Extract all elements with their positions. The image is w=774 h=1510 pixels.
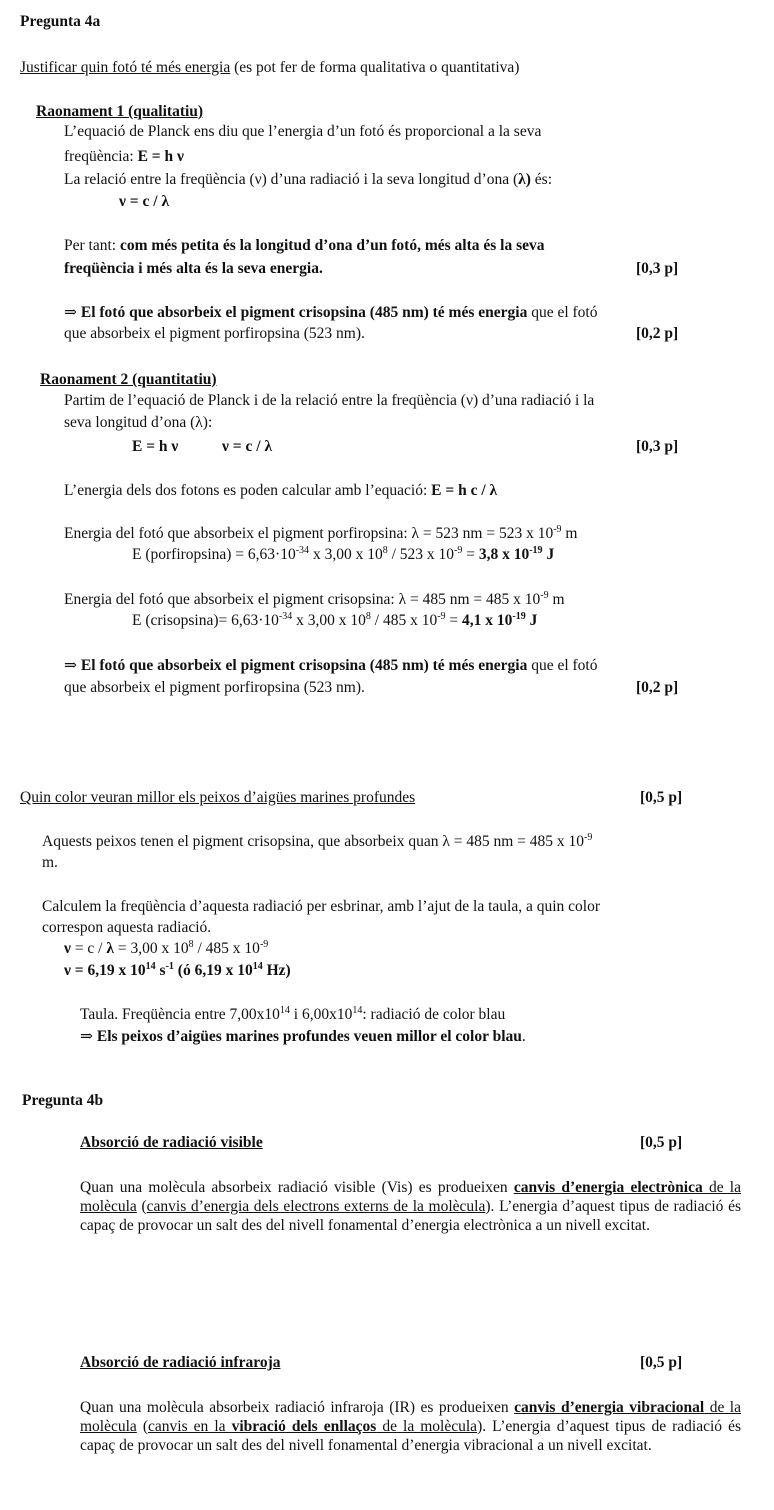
- e2b-2: x 3,00 x 10: [292, 612, 366, 629]
- e1b-2: x 3,00 x 10: [309, 546, 383, 563]
- e2b-4: =: [445, 612, 463, 629]
- f1b: = c /: [70, 940, 107, 957]
- arrow-icon: ⇒: [64, 304, 81, 321]
- t1-exp1: 14: [279, 1005, 290, 1016]
- f2-exp1: 14: [145, 961, 156, 972]
- e1b-exp2: 8: [382, 545, 388, 556]
- e1b-unit: J: [542, 546, 555, 563]
- f2d: Hz): [262, 962, 291, 979]
- ir-s7: de la molècula: [376, 1418, 478, 1435]
- r2-line3-text: L’energia dels dos fotons es poden calcular amb l’equació:: [64, 482, 432, 499]
- energy-eq: E = h c / λ: [431, 482, 498, 499]
- vis-s5: canvis d’energia dels electrons externs de la molècula: [146, 1198, 486, 1215]
- e1b-exp3: -9: [454, 545, 463, 556]
- r2-line1: Partim de l’equació de Planck i de la relació entre la freqüència (ν) d’una radiació i la: [64, 392, 595, 409]
- color-p1-exp: -9: [584, 832, 593, 843]
- r1-freq-eq: ν = c / λ: [119, 193, 170, 210]
- vis-s3: de la molècula: [80, 1179, 741, 1215]
- freq-calc-line1: [64, 940, 268, 958]
- r1-line1: L’equació de Planck ens diu que l’energia d’un fotó és proporcional a la seva: [64, 123, 542, 140]
- color-p1-line1: [42, 833, 592, 851]
- r2-eq2: ν = c / λ: [222, 438, 273, 455]
- r2-points-2: [0,2 p]: [636, 679, 679, 696]
- color-conclusion-bold: Els peixos d’aigües marines profundes veuen millor el color blau: [96, 1028, 522, 1045]
- lambda-symbol: λ: [106, 940, 114, 957]
- prompt-link: Justificar quin fotó té més energia: [20, 59, 231, 76]
- r2-points-1: [0,3 p]: [636, 438, 679, 455]
- ir-s4: (: [136, 1418, 149, 1435]
- ir-s8: ). L’energia d’aquest tipus de radiació és capaç de provocar un salt des del nivell fonamental d’energia vibracional a un nivell excitat.: [80, 1418, 742, 1454]
- f1e: / 485 x 10: [193, 940, 260, 957]
- heading-pregunta-4a: Pregunta 4a: [20, 13, 101, 30]
- f2-exp2: -1: [165, 961, 174, 972]
- t1a: Taula. Freqüència entre 7,00x10: [80, 1006, 280, 1023]
- heading-pregunta-4b: Pregunta 4b: [22, 1092, 104, 1109]
- vis-title: Absorció de radiació visible: [80, 1134, 263, 1151]
- ir-s2: canvis d’energia vibracional: [514, 1399, 705, 1416]
- e2a: Energia del fotó que absorbeix el pigment crisopsina: λ = 485 nm = 485 x 10: [64, 591, 541, 608]
- e2b-exp1: -34: [278, 611, 293, 622]
- ir-points: [0,5 p]: [640, 1354, 683, 1371]
- r1-conclusion-line1: [64, 304, 598, 322]
- r1-line5: [64, 237, 545, 255]
- color-p1-text: Aquests peixos tenen el pigment crisopsina, que absorbeix quan λ = 485 nm = 485 x 10: [42, 833, 585, 850]
- vis-s2: canvis d’energia electrònica: [513, 1179, 703, 1196]
- vis-s1: Quan una molècula absorbeix radiació visible (Vis) es produeixen: [80, 1179, 514, 1196]
- e2a-exp: -9: [540, 590, 549, 601]
- prompt-line: [20, 59, 519, 77]
- ir-s5: canvis en la: [148, 1418, 232, 1435]
- e1a-exp: -9: [553, 524, 562, 535]
- r1-conclusion-line2: que absorbeix el pigment porfiropsina (523 nm).: [64, 325, 365, 342]
- ir-s1: Quan una molècula absorbeix radiació infraroja (IR) es produeixen: [80, 1399, 515, 1416]
- f2-exp3: 14: [252, 961, 263, 972]
- color-question-points: [0,5 p]: [640, 789, 683, 806]
- r1-line5-text: Per tant:: [64, 237, 120, 254]
- r2-conclusion-line2: que absorbeix el pigment porfiropsina (523 nm).: [64, 679, 365, 696]
- t1-exp2: 14: [352, 1005, 363, 1016]
- e2b-1: E (crisopsina)= 6,63·10: [132, 612, 279, 629]
- r2-energy2-line2: [132, 612, 537, 630]
- vis-s4: (: [136, 1198, 147, 1215]
- r1-points-2: [0,2 p]: [636, 325, 679, 342]
- table-line: [80, 1006, 505, 1024]
- r2-conclusion-end: que el fotó: [527, 657, 598, 674]
- f2a: ν = 6,19 x 10: [64, 962, 146, 979]
- f2b: s: [155, 962, 166, 979]
- f1d: = 3,00 x 10: [114, 940, 189, 957]
- f1-exp2: -9: [259, 939, 269, 950]
- e2b-result-exp: -19: [512, 611, 526, 622]
- f2c: (ó 6,19 x 10: [173, 962, 253, 979]
- r2-line2: seva longitud d’ona (λ):: [64, 414, 213, 431]
- r2-energy1-line2: [132, 546, 554, 564]
- e1b-result: 3,8 x 10: [478, 546, 530, 563]
- e2b-unit: J: [525, 612, 538, 629]
- r1-line2: [64, 148, 184, 166]
- r2-energy1-line1: [64, 525, 577, 543]
- r1-title: Raonament 1 (qualitatiu): [36, 103, 204, 120]
- r1-conclusion-bold: El fotó que absorbeix el pigment crisopsina (485 nm) té més energia: [80, 304, 528, 321]
- r1-conclusion-end: que el fotó: [527, 304, 598, 321]
- r1-line3-end: és:: [530, 171, 553, 188]
- color-question-title: Quin color veuran millor els peixos d’aigües marines profundes: [20, 789, 416, 806]
- r1-points-1: [0,3 p]: [636, 260, 679, 277]
- e2b-result: 4,1 x 10: [462, 612, 513, 629]
- f1-exp1: 8: [188, 939, 194, 950]
- e1a-end: m: [561, 525, 578, 542]
- lambda-bold: λ): [518, 171, 531, 188]
- t1c: : radiació de color blau: [362, 1006, 506, 1023]
- prompt-rest: (es pot fer de forma qualitativa o quantitativa): [230, 59, 520, 76]
- nu-symbol: ν: [64, 940, 71, 957]
- r2-title: Raonament 2 (quantitatiu): [40, 371, 217, 388]
- planck-eq: E = h ν: [137, 148, 184, 165]
- vis-paragraph: [80, 1178, 741, 1235]
- vis-s6: ). L’energia d’aquest tipus de radiació és capaç de provocar un salt des del nivell fonamental d’energia electrònica a un nivell excitat.: [80, 1198, 741, 1234]
- freq-calc-line2: [64, 962, 291, 980]
- e1b-result-exp: -19: [529, 545, 543, 556]
- ir-paragraph: [80, 1398, 741, 1455]
- r1-line3-text: La relació entre la freqüència (ν) d’una radiació i la seva longitud d’ona (: [64, 171, 519, 188]
- r2-eq1: E = h ν: [132, 438, 179, 455]
- e2b-exp2: 8: [365, 611, 371, 622]
- color-conclusion: [80, 1028, 526, 1046]
- r1-line5-bold: com més petita és la longitud d’ona d’un fotó, més alta és la seva: [119, 237, 545, 254]
- e1b-3: / 523 x 10: [387, 546, 454, 563]
- ir-s6: vibració dels enllaços: [231, 1418, 377, 1435]
- arrow-icon: ⇒: [80, 1028, 97, 1045]
- r1-line2-text: freqüència:: [64, 148, 138, 165]
- vis-points: [0,5 p]: [640, 1134, 683, 1151]
- e1b-1: E (porfiropsina) = 6,63·10: [132, 546, 296, 563]
- e2b-3: / 485 x 10: [370, 612, 438, 629]
- arrow-icon: ⇒: [64, 657, 81, 674]
- r1-line3: [64, 171, 552, 189]
- ir-s3: de la molècula: [80, 1399, 741, 1435]
- color-p1-line2: m.: [42, 854, 58, 871]
- r1-line6: freqüència i més alta és la seva energia.: [64, 260, 323, 277]
- r2-line3: [64, 482, 497, 500]
- color-conclusion-end: .: [521, 1028, 526, 1045]
- e1b-exp1: -34: [295, 545, 310, 556]
- color-p2-line2: correspon aquesta radiació.: [42, 919, 212, 936]
- r2-conclusion-bold: El fotó que absorbeix el pigment crisopsina (485 nm) té més energia: [80, 657, 528, 674]
- ir-title: Absorció de radiació infraroja: [80, 1354, 281, 1371]
- e2a-end: m: [548, 591, 565, 608]
- color-p2-line1: Calculem la freqüència d’aquesta radiació per esbrinar, amb l’ajut de la taula, a quin color: [42, 898, 600, 915]
- e1a: Energia del fotó que absorbeix el pigment porfiropsina: λ = 523 nm = 523 x 10: [64, 525, 554, 542]
- e1b-4: =: [462, 546, 479, 563]
- r2-conclusion-line1: [64, 657, 598, 675]
- t1b: i 6,00x10: [289, 1006, 353, 1023]
- r2-energy2-line1: [64, 591, 565, 609]
- e2b-exp3: -9: [437, 611, 446, 622]
